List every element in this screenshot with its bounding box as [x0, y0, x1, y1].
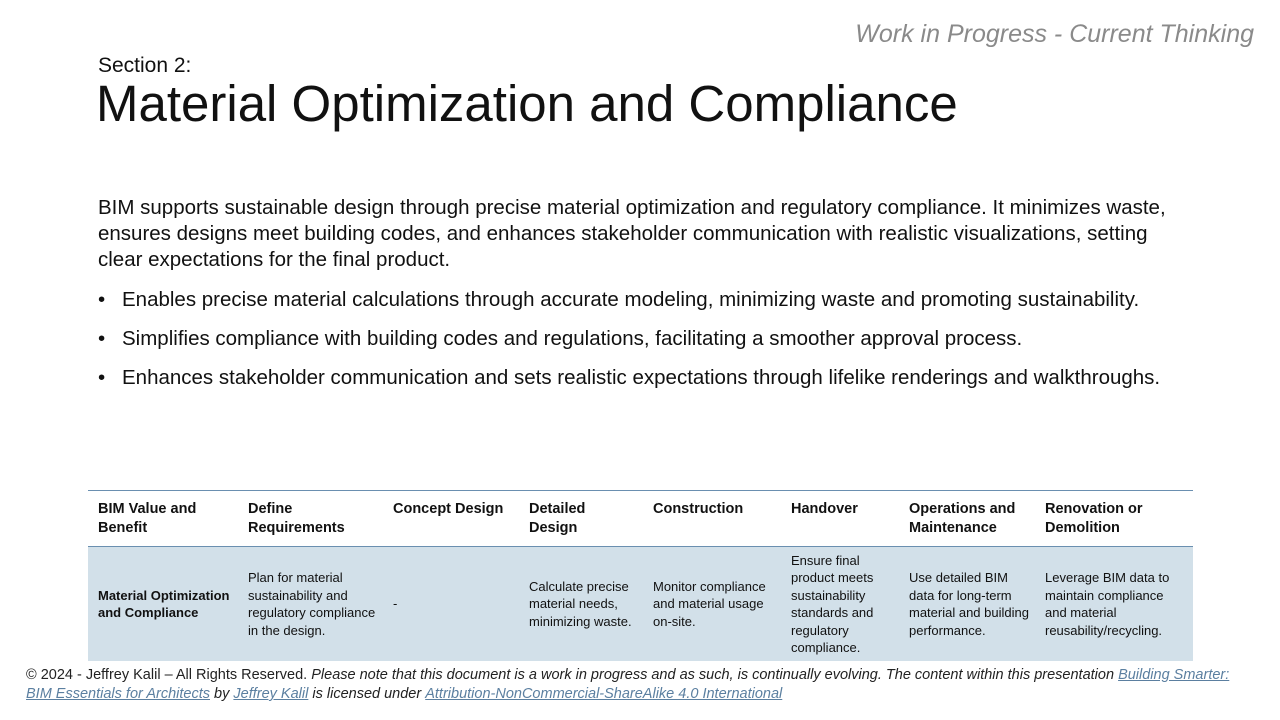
bim-lifecycle-table: [88, 490, 1193, 661]
copyright-text: © 2024 - Jeffrey Kalil – All Rights Reserved.: [26, 667, 308, 683]
table-cell: Monitor compliance and material usage on-site.: [643, 547, 781, 662]
intro-paragraph: BIM supports sustainable design through precise material optimization and regulatory compliance. It minimizes waste, ensures designs meet building codes, and enhances stakeholder communication with realistic visualizations, setting clear expectations for the final product.: [98, 196, 1166, 271]
licensed-text: is licensed under: [312, 686, 422, 702]
page-title: Material Optimization and Compliance: [96, 75, 958, 132]
column-header: Operations and Maintenance: [899, 491, 1035, 547]
license-footer: [26, 666, 1256, 704]
bullet-text: Enhances stakeholder communication and sets realistic expectations through lifelike renderings and walkthroughs.: [122, 366, 1161, 389]
table-cell: Calculate precise material needs, minimizing waste.: [519, 547, 643, 662]
license-link[interactable]: Attribution-NonCommercial-ShareAlike 4.0 International: [425, 686, 783, 702]
bullet-text: Simplifies compliance with building codes and regulations, facilitating a smoother approval process.: [122, 327, 1023, 350]
work-title-link[interactable]: Building Smarter: BIM Essentials for Architects: [26, 667, 1230, 702]
by-text: by: [214, 686, 230, 702]
column-header: BIM Value and Benefit: [88, 491, 238, 547]
bullet-text: Enables precise material calculations through accurate modeling, minimizing waste and promoting sustainability.: [122, 288, 1140, 311]
table-cell: Use detailed BIM data for long-term material and building performance.: [899, 547, 1035, 662]
bullet-marker: •: [98, 327, 106, 350]
work-in-progress-label: Work in Progress - Current Thinking: [855, 20, 1254, 48]
bullet-marker: •: [98, 366, 106, 389]
list-item: [98, 365, 1188, 391]
column-header: Define Requirements: [238, 491, 383, 547]
bullet-list: [98, 287, 1188, 404]
notice-text: Please note that this document is a work in progress and as such, is continually evolving. The content within this presentation: [311, 667, 1115, 683]
table-cell: Leverage BIM data to maintain compliance and material reusability/recycling.: [1035, 547, 1193, 662]
column-header: Renovation or Demolition: [1035, 491, 1193, 547]
column-header: Construction: [643, 491, 781, 547]
section-label: Section 2:: [98, 54, 192, 77]
column-header: Concept Design: [383, 491, 519, 547]
column-header: Detailed Design: [519, 491, 643, 547]
table-cell: -: [383, 547, 519, 662]
bullet-marker: •: [98, 288, 106, 311]
table-cell: Plan for material sustainability and regulatory compliance in the design.: [238, 547, 383, 662]
list-item: [98, 287, 1188, 313]
author-link[interactable]: Jeffrey Kalil: [233, 686, 309, 702]
table-row: [88, 547, 1193, 662]
table-cell: Ensure final product meets sustainability standards and regulatory compliance.: [781, 547, 899, 662]
row-header-cell: Material Optimization and Compliance: [88, 547, 238, 662]
column-header: Handover: [781, 491, 899, 547]
list-item: [98, 326, 1188, 352]
table-header-row: [88, 491, 1193, 547]
